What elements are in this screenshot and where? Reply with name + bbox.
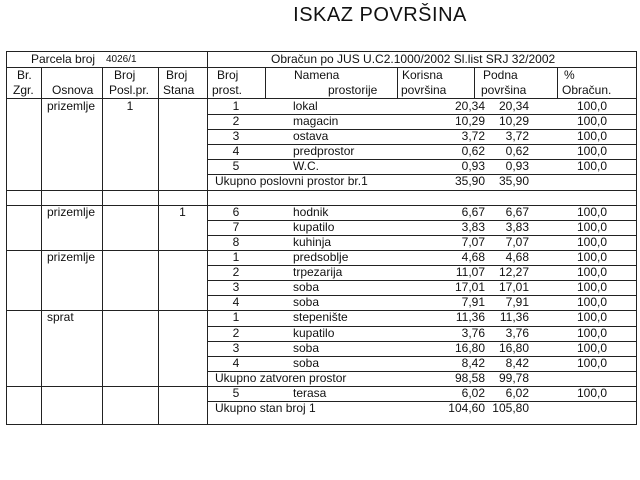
cell-prost: 2 [232,114,240,128]
cell-prost: 4 [232,356,240,370]
cell-obracun: 100,0 [576,356,607,370]
row-divider [207,129,636,130]
subtotal-podna: 35,90 [498,174,529,188]
group-divider [7,205,207,206]
cell-obracun: 100,0 [576,159,607,173]
cell-namena: magacin [293,114,339,128]
cell-korisna: 7,91 [461,295,485,309]
cell-prost: 7 [232,220,240,234]
col-broj-prost: Broj [217,68,239,82]
cell-obracun: 100,0 [576,326,607,340]
cell-prost: 5 [232,386,240,400]
subtotal-korisna: 104,60 [448,401,485,415]
cell-namena: kuhinja [293,235,332,249]
col-prost: prost. [212,83,243,97]
cell-obracun: 100,0 [576,220,607,234]
cell-obracun: 100,0 [576,99,607,113]
cell-namena: hodnik [293,205,329,219]
cell-korisna: 17,01 [454,280,485,294]
cell-podna: 12,27 [498,265,529,279]
cell-namena: W.C. [293,159,319,173]
cell-obracun: 100,0 [576,341,607,355]
cell-obracun: 100,0 [576,114,607,128]
cell-osnova: prizemlje [47,99,96,113]
row-divider [207,205,636,206]
cell-korisna: 16,80 [454,341,485,355]
column-divider [102,67,103,424]
cell-obracun: 100,0 [576,295,607,309]
obracun-norm: Obračun po JUS U.C2.1000/2002 Sl.list SRJ 32/2002 [271,52,556,66]
cell-namena: predprostor [293,144,355,158]
col-prostorije: prostorije [328,83,378,97]
row-divider [7,386,636,387]
col-namena: Namena [294,68,340,82]
col-korisna: Korisna [402,68,443,82]
row-divider [207,280,636,281]
group-divider [7,250,207,251]
row-divider [207,114,636,115]
cell-korisna: 7,07 [461,235,485,249]
col-pct: % [564,68,575,82]
cell-obracun: 100,0 [576,205,607,219]
cell-namena: trpezarija [293,265,343,279]
cell-korisna: 3,72 [461,129,485,143]
cell-podna: 0,62 [505,144,529,158]
col-broj-stana: Broj [166,68,188,82]
subtotal-border [207,174,636,175]
col-br: Br. [17,68,32,82]
col-stana: Stana [163,83,195,97]
cell-namena: soba [293,295,320,309]
row-divider [207,356,636,357]
cell-podna: 3,76 [505,326,529,340]
cell-namena: lokal [293,99,318,113]
column-divider [474,67,475,99]
column-divider [265,67,266,99]
cell-prost: 6 [232,205,240,219]
cell-korisna: 0,62 [461,144,485,158]
subtotal-korisna: 35,90 [454,174,485,188]
cell-podna: 3,72 [505,129,529,143]
cell-podna: 4,68 [505,250,529,264]
cell-prost: 1 [232,250,240,264]
subtotal-border [207,401,636,402]
subtotal-label: Ukupno poslovni prostor br.1 [215,174,368,188]
row-divider [207,295,636,296]
col-obracun: Obračun. [562,83,612,97]
cell-obracun: 100,0 [576,235,607,249]
cell-podna: 7,91 [505,295,529,309]
cell-podna: 7,07 [505,235,529,249]
cell-prost: 1 [232,310,240,324]
cell-obracun: 100,0 [576,250,607,264]
row-divider [207,159,636,160]
subtotal-label: Ukupno zatvoren prostor [215,371,347,385]
cell-stana: 1 [179,205,186,219]
subtotal-border [207,371,636,372]
cell-korisna: 8,42 [461,356,485,370]
row-divider [207,250,636,251]
cell-prost: 8 [232,235,240,249]
cell-prost: 5 [232,159,240,173]
row-divider [207,144,636,145]
cell-prost: 2 [232,265,240,279]
subtotal-korisna: 98,58 [454,371,485,385]
col-zgr: Zgr. [13,83,34,97]
cell-obracun: 100,0 [576,265,607,279]
cell-namena: ostava [293,129,329,143]
cell-prost: 3 [232,280,240,294]
document-title: ISKAZ POVRŠINA [293,4,467,26]
cell-namena: soba [293,280,320,294]
parcela-value: 4026/1 [106,54,137,65]
cell-korisna: 4,68 [461,250,485,264]
cell-osnova: sprat [47,310,74,324]
col-posl-pr: Posl.pr. [109,83,150,97]
cell-osnova: prizemlje [47,250,96,264]
cell-podna: 6,02 [505,386,529,400]
cell-namena: terasa [293,386,327,400]
cell-podna: 16,80 [498,341,529,355]
area-table [6,51,637,425]
cell-podna: 6,67 [505,205,529,219]
cell-korisna: 20,34 [454,99,485,113]
cell-osnova: prizemlje [47,205,96,219]
row-divider [207,220,636,221]
cell-korisna: 11,07 [455,265,485,279]
cell-korisna: 3,83 [461,220,485,234]
cell-obracun: 100,0 [576,280,607,294]
col-broj-posl: Broj [114,68,136,82]
group-divider [7,310,207,311]
cell-podna: 17,01 [498,280,529,294]
cell-prost: 3 [232,129,240,143]
cell-podna: 20,34 [498,99,529,113]
cell-prost: 2 [232,326,240,340]
col-korisna-povrsina: površina [401,83,447,97]
row-divider [207,310,636,311]
cell-namena: predsoblje [293,250,349,264]
col-osnova: Osnova [52,83,94,97]
cell-korisna: 11,36 [455,310,485,324]
subtotal-podna: 99,78 [498,371,529,385]
cell-namena: soba [293,341,320,355]
cell-obracun: 100,0 [576,310,607,324]
row-divider [207,326,636,327]
cell-korisna: 3,76 [461,326,485,340]
column-divider [397,67,398,99]
cell-obracun: 100,0 [576,386,607,400]
row-divider [207,265,636,266]
cell-podna: 10,29 [498,114,529,128]
cell-prost: 4 [232,295,240,309]
col-podna: Podna [483,68,518,82]
cell-korisna: 0,93 [461,159,485,173]
cell-podna: 0,93 [505,159,529,173]
cell-namena: stepenište [293,310,348,324]
subtotal-label: Ukupno stan broj 1 [215,401,316,415]
cell-posl-pr: 1 [126,99,134,113]
subtotal-podna: 105,80 [492,401,529,415]
cell-obracun: 100,0 [576,129,607,143]
parcela-label: Parcela broj [31,52,96,66]
row-divider [207,235,636,236]
cell-namena: kupatilo [293,220,335,234]
column-divider [557,67,558,99]
cell-obracun: 100,0 [576,144,607,158]
cell-prost: 3 [232,341,240,355]
cell-namena: kupatilo [293,326,335,340]
col-podna-povrsina: površina [481,83,527,97]
cell-podna: 11,36 [499,310,529,324]
cell-korisna: 6,02 [461,386,485,400]
cell-namena: soba [293,356,320,370]
header-divider [207,52,208,67]
cell-prost: 1 [232,99,240,113]
cell-podna: 3,83 [505,220,529,234]
row-divider [207,341,636,342]
column-divider [41,67,42,424]
column-divider [158,67,159,424]
group-divider [7,190,207,191]
cell-prost: 4 [232,144,240,158]
cell-korisna: 6,67 [461,205,485,219]
cell-korisna: 10,29 [454,114,485,128]
cell-podna: 8,42 [505,356,529,370]
